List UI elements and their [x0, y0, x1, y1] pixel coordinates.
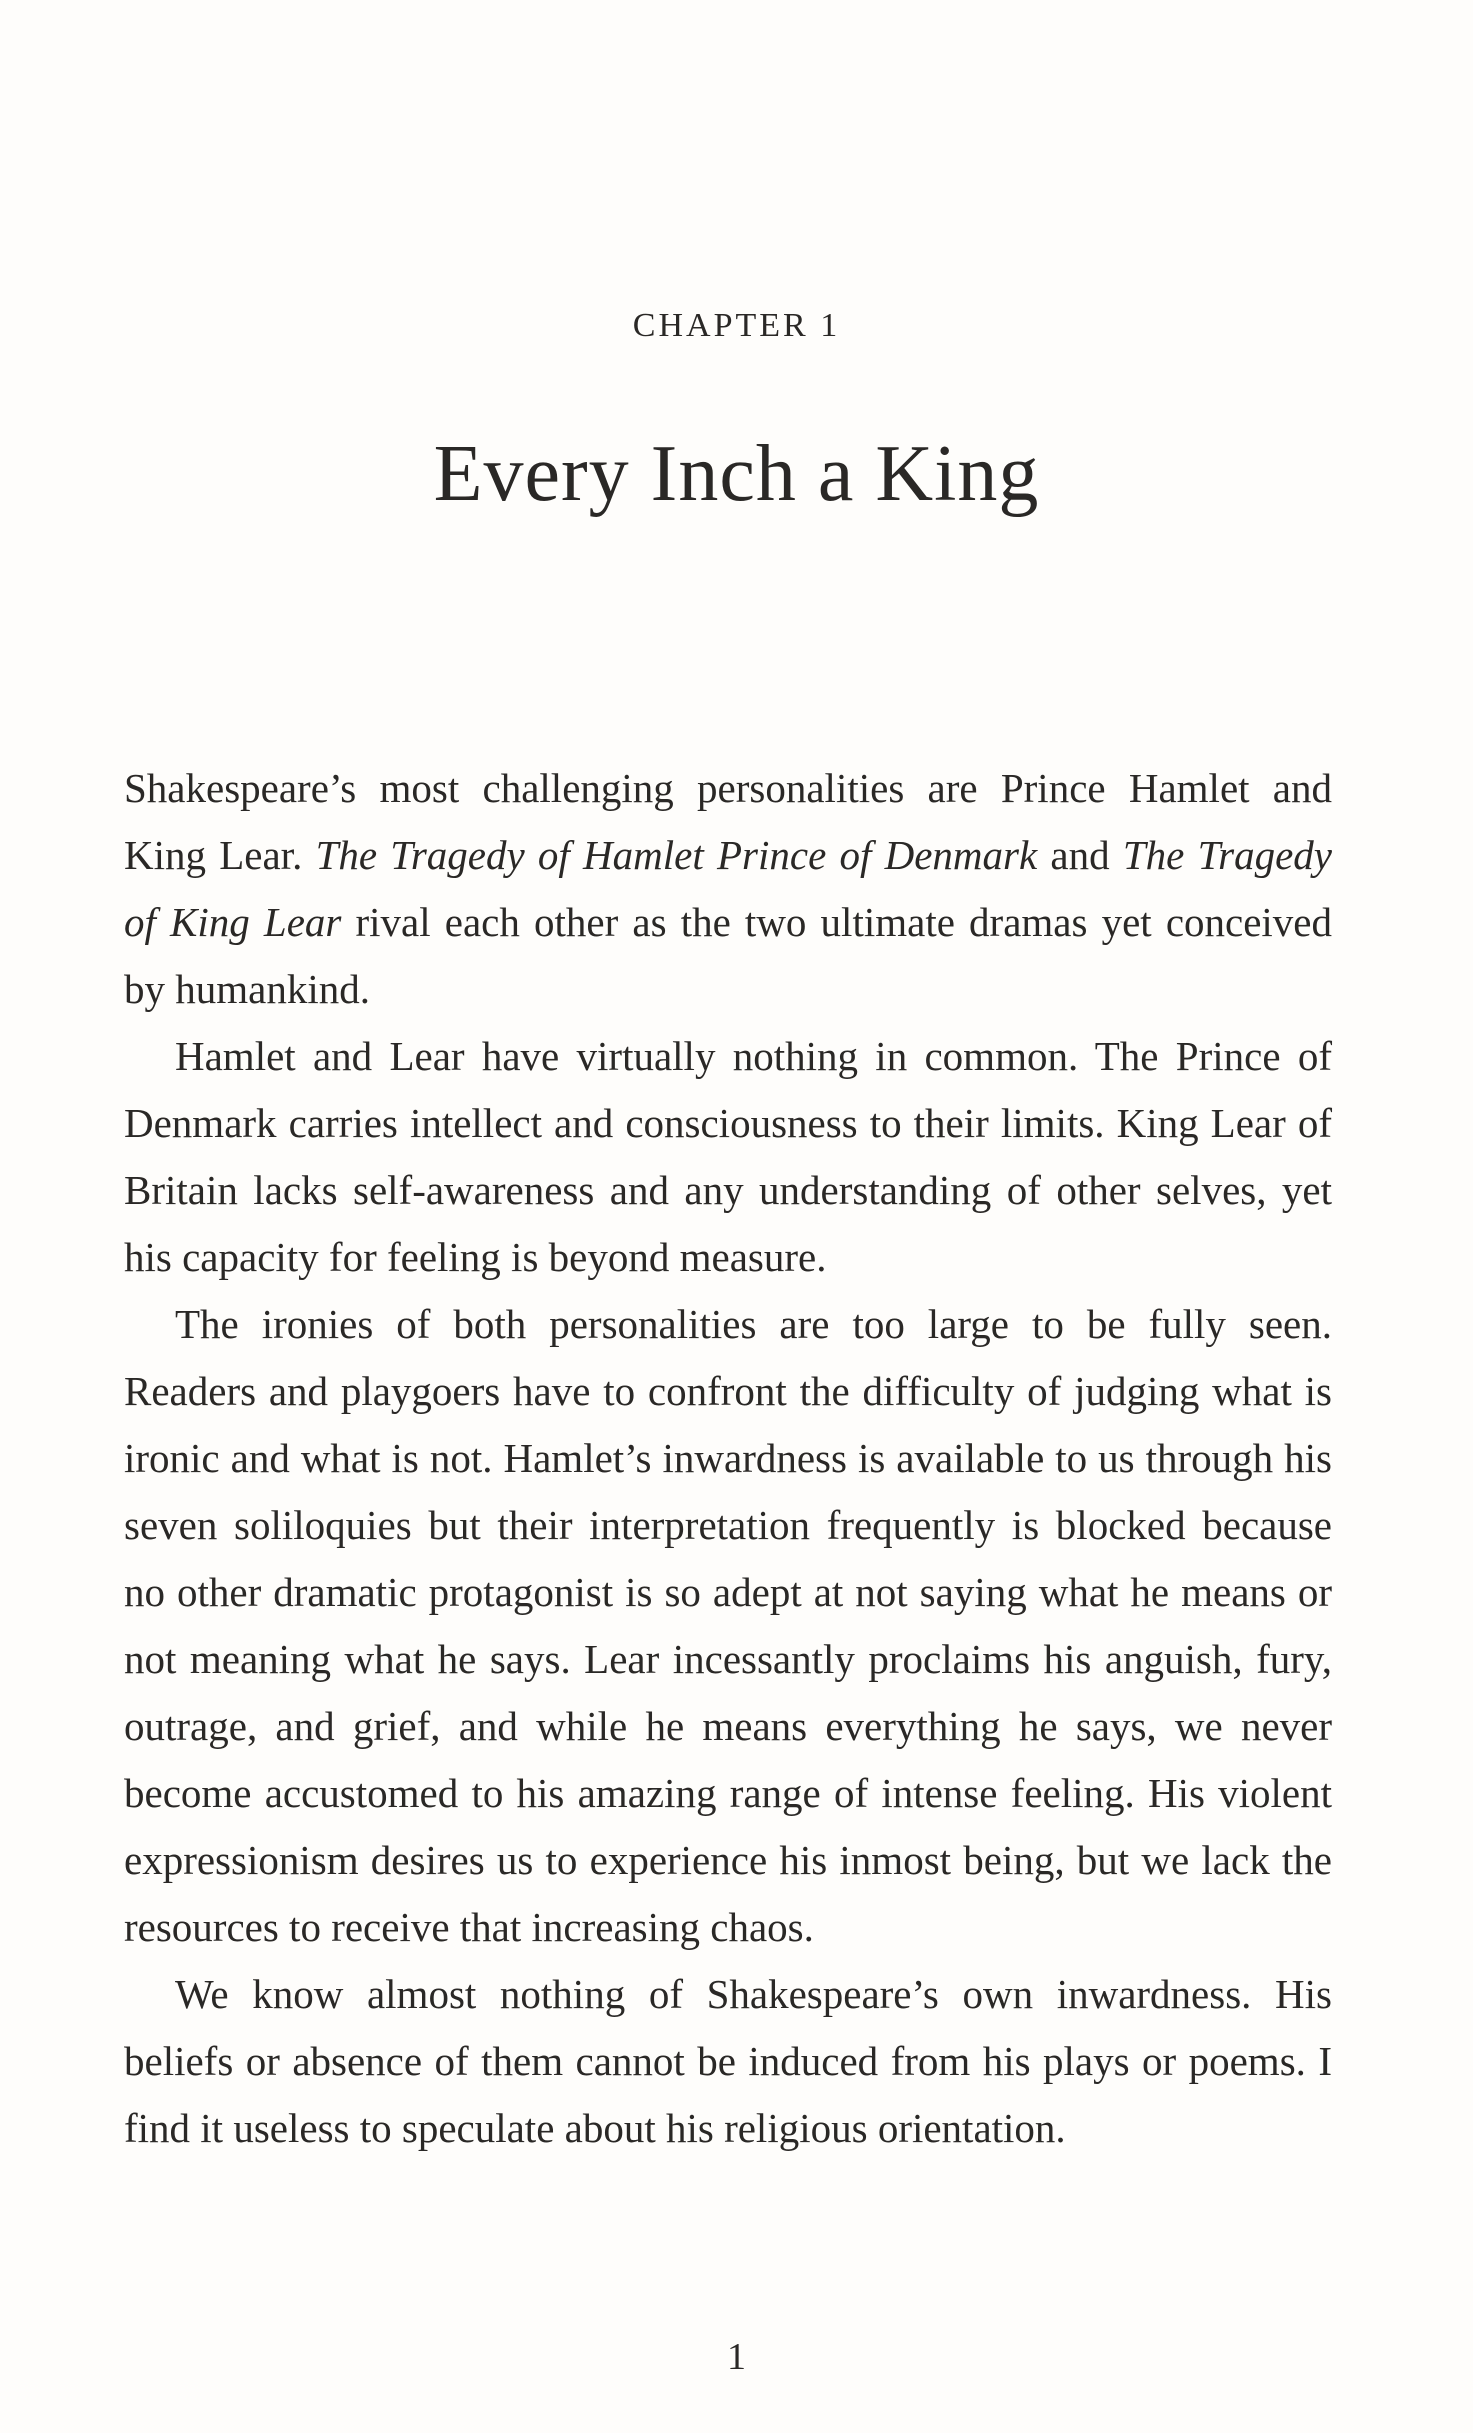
chapter-body: [124, 755, 1332, 2162]
play-title-lear: The Tragedy of King Lear: [124, 832, 1332, 945]
page-number: 1: [727, 2336, 746, 2378]
paragraph-1: [124, 755, 1332, 1023]
play-title-hamlet: The Tragedy of Hamlet Prince of Denmark: [315, 832, 1038, 878]
chapter-title: Every Inch a King: [433, 430, 1040, 518]
paragraph-2: Hamlet and Lear have virtually nothing in common. The Prince of Denmark carries intellect and consciousness to their limits. King Lear of Britain lacks self-awareness and any understanding of other selves, yet his capacity for feeling is beyond measure.: [124, 1033, 1332, 1280]
paragraph-4: We know almost nothing of Shakespeare’s own inwardness. His beliefs or absence of them cannot be induced from his plays or poems. I find it useless to speculate about his religious orientation.: [124, 1971, 1332, 2151]
paragraph-1-text: and: [1037, 832, 1123, 878]
chapter-label: CHAPTER 1: [632, 307, 841, 344]
paragraph-1-text: Shakespeare’s most challenging personalities are Prince Hamlet and King Lear.: [124, 765, 1332, 878]
paragraph-1-text: rival each other as the two ultimate dramas yet conceived by humankind.: [124, 899, 1332, 1012]
paragraph-3: The ironies of both personalities are too large to be fully seen. Readers and playgoers have to confront the difficulty of judging what is ironic and what is not. Hamlet’s inwardness is available to us through his seven soliloquies but their interpretation frequently is blocked because no other dramatic protagonist is so adept at not saying what he means or not meaning what he says. Lear incessantly proclaims his anguish, fury, outrage, and grief, and while he means everything he says, we never become accustomed to his amazing range of intense feeling. His violent expressionism desires us to experience his inmost being, but we lack the resources to receive that increasing chaos.: [124, 1301, 1332, 1950]
